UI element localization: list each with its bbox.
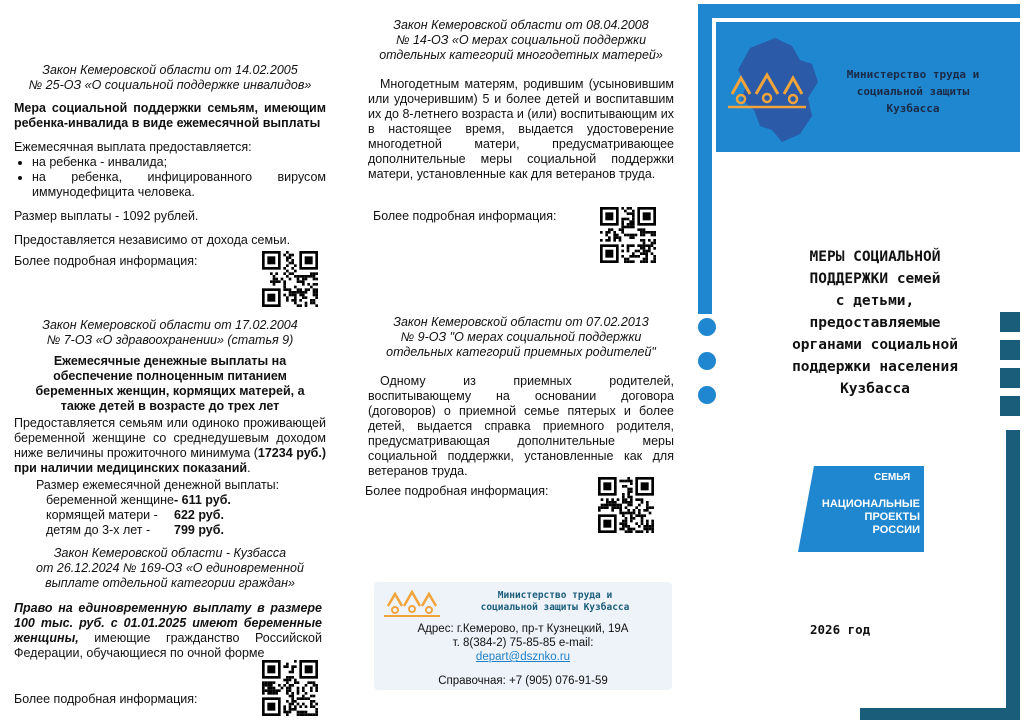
contact-email-link[interactable]: depart@dsznko.ru — [475, 651, 571, 663]
law2-table — [14, 493, 326, 538]
law1-title: Закон Кемеровской области от 14.02.2005 — [42, 63, 298, 77]
law1-income: Предоставляется независимо от дохода семьи. — [14, 233, 291, 247]
decor-square — [1000, 340, 1020, 360]
list-item: • на ребенка, инфицированного вирусом иммунодефицита человека. — [32, 170, 326, 200]
cover-year: 2026 год — [810, 622, 871, 637]
law4-subtitle: № 14-ОЗ «О мерах социальной поддержки отдельных категорий многодетных матерей» — [379, 33, 663, 62]
more-info-label: Более подробная информация: — [373, 209, 557, 223]
cover-title: МЕРЫ СОЦИАЛЬНОЙ ПОДДЕРЖКИ семей с детьми, предоставляемые органами социальной поддержки населения Кузбасса — [792, 249, 958, 397]
law5-title: Закон Кемеровской области от 07.02.2013 — [393, 315, 649, 329]
ministry-logo-icon — [726, 70, 808, 110]
law2-heading: Ежемесячные денежные выплаты на обеспечение полноценным питанием беременных женщин, кормящих матерей, а также детей в возрасте до трех лет — [35, 354, 305, 413]
ministry-logo-icon — [382, 588, 442, 618]
law2-subtitle: № 7-ОЗ «О здравоохранении» (статья 9) — [46, 333, 294, 347]
column-middle — [340, 0, 690, 724]
np-family-label: СЕМЬЯ — [874, 472, 911, 483]
contact-org-line1: Министерство труда и — [497, 590, 613, 601]
law1-amount: Размер выплаты - 1092 рублей. — [14, 209, 199, 223]
national-projects-logo — [788, 462, 928, 562]
np-line: НАЦИОНАЛЬНЫЕ — [821, 498, 920, 510]
cover-org-line3: Кузбасса — [886, 102, 940, 115]
table-row: кормящей матери - 622 руб. — [46, 508, 224, 522]
contact-box — [374, 582, 672, 690]
decor-dot — [698, 318, 716, 336]
law4-title: Закон Кемеровской области от 08.04.2008 — [393, 18, 649, 32]
law2-size: Размер ежемесячной денежной выплаты: — [36, 478, 280, 492]
contact-phone: т. 8(384-2) 75-85-85 e-mail: — [452, 637, 594, 649]
cover-org-line1: Министерство труда и — [846, 68, 980, 81]
cover-frame-left — [698, 4, 712, 314]
more-info-label: Более подробная информация: — [365, 484, 549, 498]
decor-square — [1000, 368, 1020, 388]
qr-code-5[interactable] — [598, 477, 654, 533]
column-left — [0, 0, 340, 724]
qr-code-1[interactable] — [262, 251, 318, 307]
law2-text: Предоставляется семьям или одиноко проживающей беременной женщине со среднедушевым доходом ниже величины прожиточного минимума (17234 руб.) при наличии медицинских показаний. — [14, 416, 327, 475]
law4-text: Многодетным матерям, родившим (усыновившим или удочерившим) 5 и более детей и воспитавшим их до 8-летнего возраста и (или) воспитывающим их в настоящее время, выдается удостоверение многодетной матери, предусматривающее дополнительные меры социальной поддержки матери, установленные как для ветеранов труда. — [368, 77, 674, 181]
law3-text: Право на единовременную выплату в размере 100 тыс. руб. с 01.01.2025 имеют беременные женщины, имеющие гражданство Российской Федерации, обучающиеся по очной форме — [14, 601, 322, 660]
law5-subtitle: № 9-ОЗ "О мерах социальной поддержки отдельных категорий приемных родителей" — [386, 330, 656, 359]
np-line: ПРОЕКТЫ — [864, 511, 920, 523]
list-item: • на ребенка - инвалида; — [32, 155, 326, 170]
qr-code-3[interactable] — [262, 660, 318, 716]
table-row: беременной женщине- 611 руб. — [46, 493, 231, 507]
table-row: детям до 3-х лет - 799 руб. — [46, 523, 224, 537]
cover-org-line2: социальной защиты — [856, 85, 970, 98]
decor-square — [1000, 396, 1020, 416]
cover-frame-bottom — [1006, 430, 1020, 720]
law1-intro: Ежемесячная выплата предоставляется: — [14, 140, 252, 154]
cover-frame-base — [860, 708, 1020, 720]
decor-square — [1000, 312, 1020, 332]
more-info-label: Более подробная информация: — [14, 254, 198, 268]
law1-heading: Мера социальной поддержки семьям, имеющим ребенка-инвалида в виде ежемесячной выплаты — [14, 101, 326, 130]
law5-text: Одному из приемных родителей, воспитывающему на основании договора (договоров) о приемной семье пятерых и более детей, выдается справка приемного родителя, предусматривающая дополнительные меры социальной поддержки, установленные как для ветеранов труда. — [368, 374, 674, 478]
qr-code-icon — [600, 207, 656, 263]
law3-title: Закон Кемеровской области - Кузбасса — [53, 546, 287, 560]
decor-dot — [698, 352, 716, 370]
qr-code-4[interactable] — [600, 207, 656, 263]
qr-code-icon — [598, 477, 654, 533]
decor-dot — [698, 386, 716, 404]
cover-frame-top — [698, 4, 1020, 18]
qr-code-icon — [262, 660, 318, 716]
contact-org-line2: социальной защиты Кузбасса — [480, 602, 630, 613]
np-line: РОССИИ — [872, 524, 920, 536]
qr-code-icon — [262, 251, 318, 307]
law2-title: Закон Кемеровской области от 17.02.2004 — [42, 318, 298, 332]
contact-address: Адрес: г.Кемерово, пр-т Кузнецкий, 19А — [417, 623, 629, 635]
law1-list — [14, 155, 326, 200]
law1-subtitle: № 25-ОЗ «О социальной поддержке инвалидов» — [28, 78, 312, 92]
column-cover — [690, 0, 1024, 724]
contact-helpline: Справочная: +7 (905) 076-91-59 — [438, 675, 608, 687]
more-info-label: Более подробная информация: — [14, 692, 198, 706]
law3-subtitle: от 26.12.2024 № 169-ОЗ «О единовременной выплате отдельной категории граждан» — [36, 561, 304, 590]
